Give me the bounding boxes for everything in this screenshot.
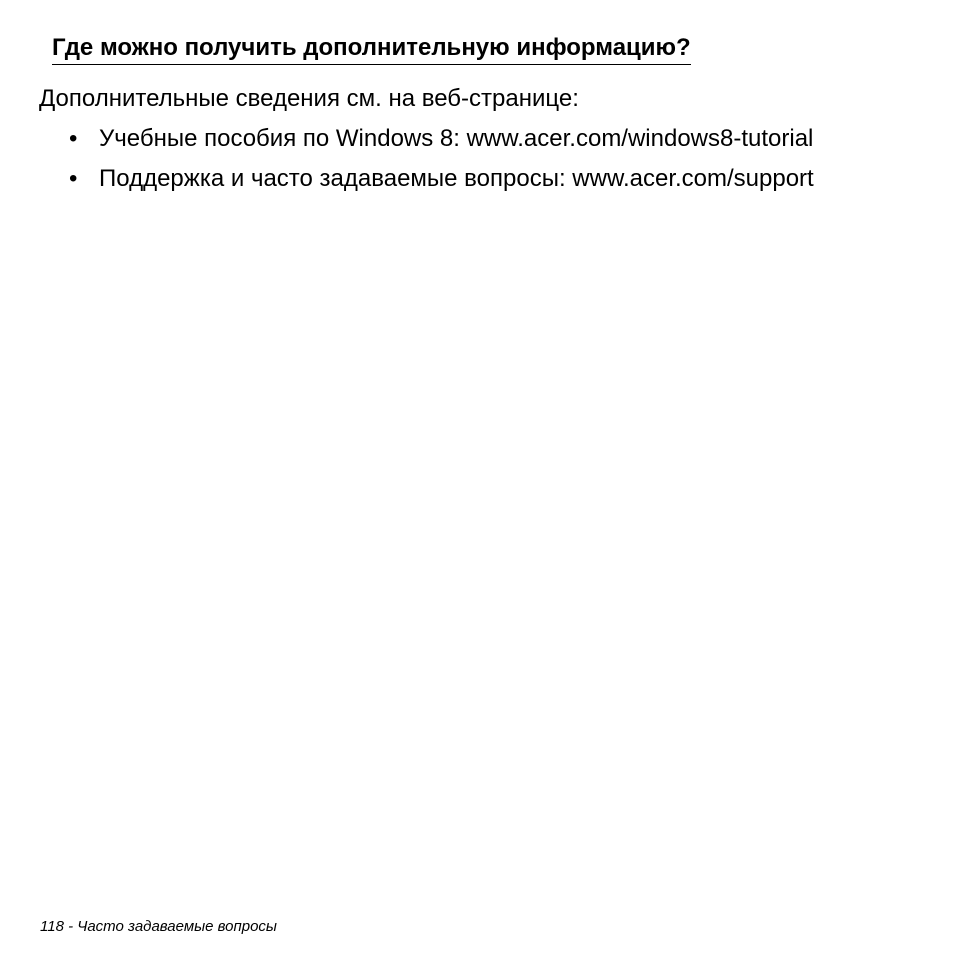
bullet-icon: • — [69, 125, 78, 152]
bullet-icon: • — [69, 165, 78, 192]
page-footer: 118 - Часто задаваемые вопросы — [40, 918, 277, 935]
tutorial-link-text: Учебные пособия по Windows 8: www.acer.com/windows8-tutorial — [99, 125, 814, 152]
support-link-text: Поддержка и часто задаваемые вопросы: www.acer.com/support — [99, 165, 814, 192]
intro-text: Дополнительные сведения см. на веб-странице: — [39, 85, 579, 112]
section-heading: Где можно получить дополнительную информацию? — [52, 33, 691, 65]
